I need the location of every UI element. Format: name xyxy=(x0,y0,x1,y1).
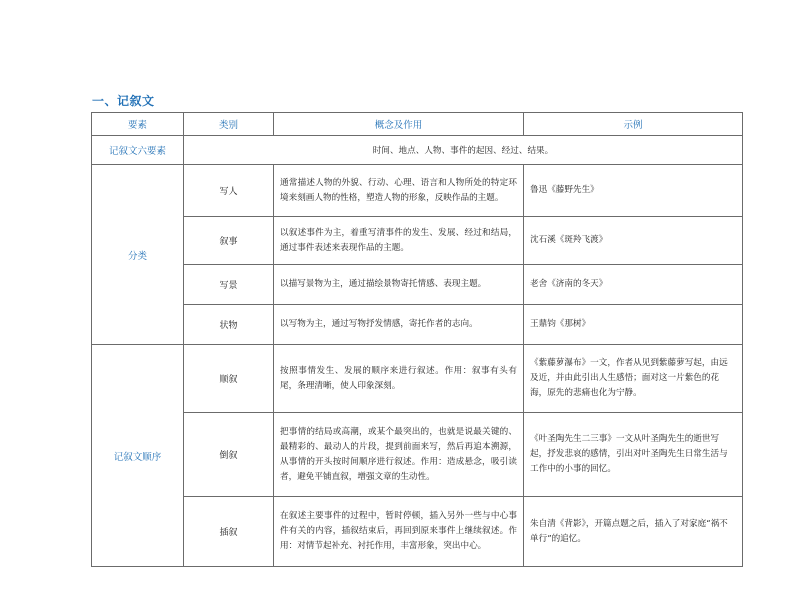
table-row xyxy=(92,165,743,217)
header-element: 要素 xyxy=(92,113,184,136)
example-cell: 王鼎钧《那树》 xyxy=(524,305,743,345)
classification-label: 分类 xyxy=(92,165,184,345)
table-row xyxy=(92,413,743,497)
example-cell: 《紫藤萝瀑布》一文，作者从见到紫藤萝写起，由远及近，并由此引出人生感悟；面对这一片紫色的花海，原先的悲痛也化为宁静。 xyxy=(524,345,743,413)
example-cell: 沈石溪《斑羚飞渡》 xyxy=(524,217,743,265)
header-category: 类别 xyxy=(184,113,274,136)
description-cell: 通常描述人物的外貌、行动、心理、语言和人物所处的特定环境来刻画人物的性格，塑造人物的形象，反映作品的主题。 xyxy=(274,165,524,217)
narrative-table xyxy=(91,112,743,567)
table-row xyxy=(92,217,743,265)
section-title: 一、记叙文 xyxy=(92,94,155,108)
table-row xyxy=(92,305,743,345)
category-cell: 叙事 xyxy=(184,217,274,265)
table-row xyxy=(92,345,743,413)
description-cell: 在叙述主要事件的过程中，暂时停顿，插入另外一些与中心事件有关的内容，插叙结束后，再回到原来事件上继续叙述。作用：对情节起补充、衬托作用，丰富形象，突出中心。 xyxy=(274,497,524,567)
example-cell: 朱自清《背影》，开篇点题之后，插入了对家庭“祸不单行”的追忆。 xyxy=(524,497,743,567)
header-example: 示例 xyxy=(524,113,743,136)
table-row xyxy=(92,265,743,305)
category-cell: 写景 xyxy=(184,265,274,305)
category-cell: 倒叙 xyxy=(184,413,274,497)
table-row xyxy=(92,497,743,567)
category-cell: 状物 xyxy=(184,305,274,345)
description-cell: 以叙述事件为主，着重写清事件的发生、发展、经过和结局，通过事件表述来表现作品的主题。 xyxy=(274,217,524,265)
six-elements-row xyxy=(92,136,743,165)
header-concept: 概念及作用 xyxy=(274,113,524,136)
example-cell: 鲁迅《藤野先生》 xyxy=(524,165,743,217)
category-cell: 插叙 xyxy=(184,497,274,567)
six-elements-content: 时间、地点、人物、事件的起因、经过、结果。 xyxy=(184,136,743,165)
example-cell: 老舍《济南的冬天》 xyxy=(524,265,743,305)
description-cell: 把事情的结局或高潮，或某个最突出的，也就是说最关键的、最精彩的、最动人的片段，提到前面来写，然后再追本溯源，从事情的开头按时间顺序进行叙述。作用：造成悬念，吸引读者，避免平铺直叙，增强文章的生动性。 xyxy=(274,413,524,497)
description-cell: 按照事情发生、发展的顺序来进行叙述。作用：叙事有头有尾，条理清晰，使人印象深刻。 xyxy=(274,345,524,413)
table-header-row xyxy=(92,113,743,136)
category-cell: 写人 xyxy=(184,165,274,217)
category-cell: 顺叙 xyxy=(184,345,274,413)
six-elements-label: 记叙文六要素 xyxy=(92,136,184,165)
description-cell: 以描写景物为主，通过描绘景物寄托情感、表现主题。 xyxy=(274,265,524,305)
description-cell: 以写物为主，通过写物抒发情感，寄托作者的志向。 xyxy=(274,305,524,345)
example-cell: 《叶圣陶先生二三事》一文从叶圣陶先生的逝世写起，抒发悲哀的感情，引出对叶圣陶先生日常生活与工作中的小事的回忆。 xyxy=(524,413,743,497)
order-label: 记叙文顺序 xyxy=(92,345,184,567)
